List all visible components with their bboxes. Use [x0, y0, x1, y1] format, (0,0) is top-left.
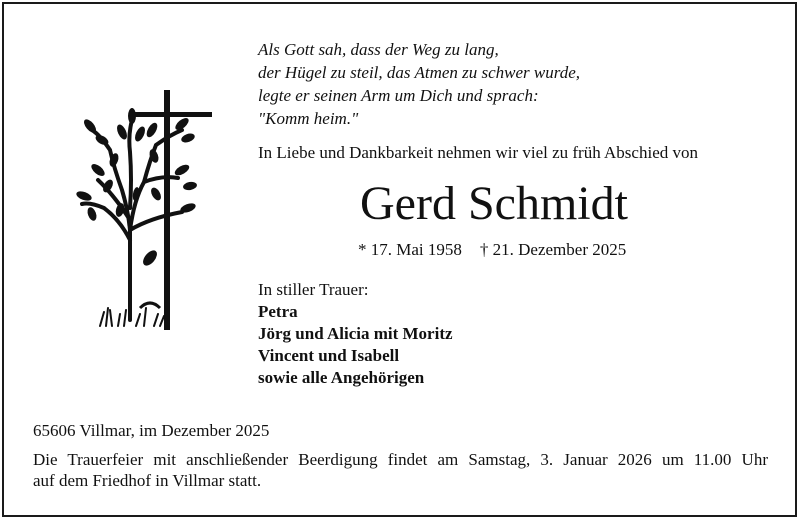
poem-line: Als Gott sah, dass der Weg zu lang,: [258, 40, 499, 59]
mourner-name: Petra: [258, 302, 298, 321]
mourners-list: [258, 301, 453, 389]
funeral-info: [33, 449, 768, 491]
cross-with-tree-icon: [70, 90, 220, 335]
mourning-label: In stiller Trauer:: [258, 280, 369, 299]
funeral-line: Die Trauerfeier mit anschließender Beerdigung findet am Samstag, 3. Januar 2026 um 11.00 Uhr: [33, 450, 768, 469]
life-dates: [358, 240, 626, 260]
mourner-name: Jörg und Alicia mit Moritz: [258, 324, 453, 343]
poem: [258, 38, 580, 130]
funeral-line: auf dem Friedhof in Villmar statt.: [33, 471, 262, 490]
mourner-name: sowie alle Angehörigen: [258, 368, 425, 387]
intro-text: In Liebe und Dankbarkeit nehmen wir viel zu früh Abschied von: [258, 143, 698, 162]
deceased-name: Gerd Schmidt: [360, 177, 628, 230]
death-date: † 21. Dezember 2025: [479, 240, 627, 259]
poem-line: "Komm heim.": [258, 109, 359, 128]
place-date: 65606 Villmar, im Dezember 2025: [33, 421, 270, 440]
poem-line: legte er seinen Arm um Dich und sprach:: [258, 86, 539, 105]
poem-line: der Hügel zu steil, das Atmen zu schwer wurde,: [258, 63, 581, 82]
birth-date: * 17. Mai 1958: [358, 240, 462, 259]
mourner-name: Vincent und Isabell: [258, 346, 400, 365]
